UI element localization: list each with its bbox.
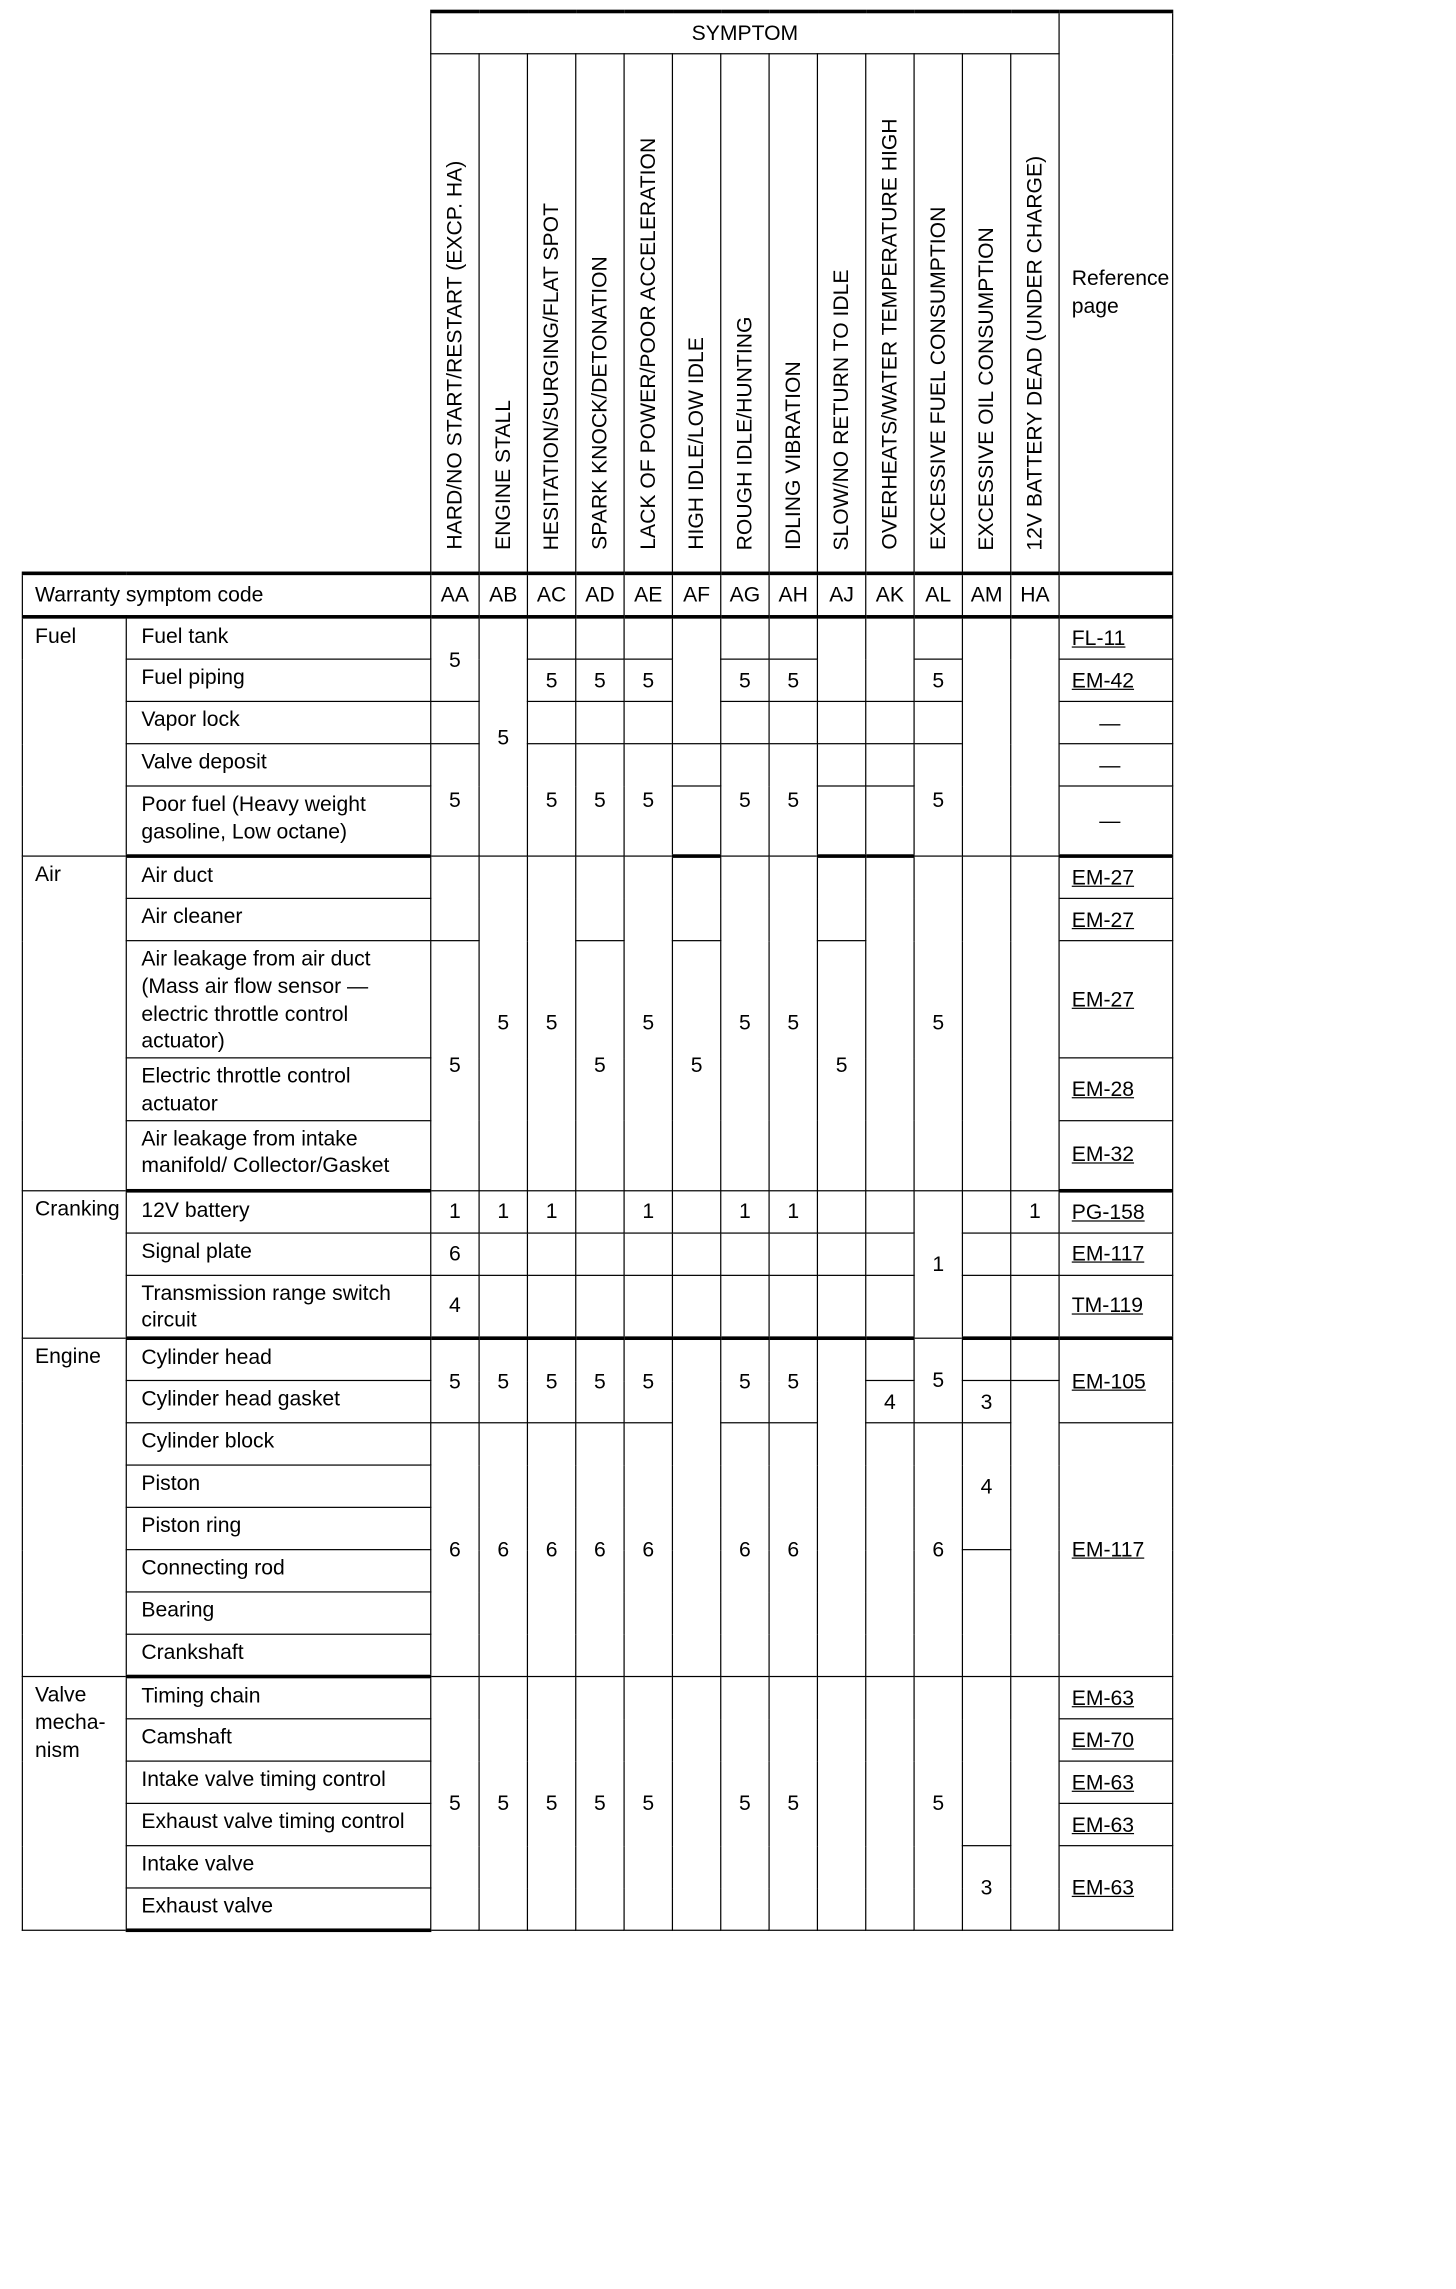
reference-blank bbox=[1059, 573, 1173, 616]
item-fuel-piping: Fuel piping bbox=[126, 659, 430, 701]
value-cell: 5 bbox=[527, 659, 575, 701]
symptom-col-6: HIGH IDLE/LOW IDLE bbox=[672, 54, 720, 574]
ref-link[interactable]: EM-63 bbox=[1059, 1803, 1173, 1845]
value-cell: 5 bbox=[721, 659, 769, 701]
ref-link[interactable]: FL-11 bbox=[1059, 617, 1173, 659]
ref-link[interactable]: EM-63 bbox=[1059, 1677, 1173, 1719]
symptom-col-7: ROUGH IDLE/HUNTING bbox=[721, 54, 769, 574]
ref-link[interactable]: TM-119 bbox=[1059, 1275, 1173, 1338]
ref-link[interactable]: EM-117 bbox=[1059, 1232, 1173, 1274]
code-cell: AL bbox=[914, 573, 962, 616]
code-cell: HA bbox=[1011, 573, 1059, 616]
item-poor-fuel: Poor fuel (Heavy weight gasoline, Low octane) bbox=[126, 786, 430, 856]
item-piston: Piston bbox=[126, 1465, 430, 1507]
ref-link[interactable]: EM-42 bbox=[1059, 659, 1173, 701]
value-cell: 5 bbox=[624, 1677, 672, 1931]
value-cell: 1 bbox=[1011, 1190, 1059, 1232]
value-cell: 5 bbox=[624, 1338, 672, 1423]
value-cell: 5 bbox=[527, 1338, 575, 1423]
value-cell: 5 bbox=[914, 744, 962, 856]
symptom-col-8: IDLING VIBRATION bbox=[769, 54, 817, 574]
code-cell: AG bbox=[721, 573, 769, 616]
item-intake-valve: Intake valve bbox=[126, 1846, 430, 1888]
value-cell: 6 bbox=[624, 1423, 672, 1677]
symptom-col-4: SPARK KNOCK/DETONATION bbox=[576, 54, 624, 574]
symptom-col-11: EXCESSIVE FUEL CONSUMPTION bbox=[914, 54, 962, 574]
item-signal-plate: Signal plate bbox=[126, 1232, 430, 1274]
code-cell: AE bbox=[624, 573, 672, 616]
ref-dash: — bbox=[1059, 701, 1173, 743]
item-etc-actuator: Electric throttle control actuator bbox=[126, 1058, 430, 1120]
code-cell: AD bbox=[576, 573, 624, 616]
reference-page-header: Reference page bbox=[1059, 11, 1173, 573]
ref-link[interactable]: EM-70 bbox=[1059, 1719, 1173, 1761]
symptom-col-2: ENGINE STALL bbox=[479, 54, 527, 574]
value-cell: 5 bbox=[914, 1677, 962, 1931]
item-intake-valve-timing-control: Intake valve timing control bbox=[126, 1761, 430, 1803]
value-cell: 5 bbox=[721, 1677, 769, 1931]
ref-link[interactable]: EM-27 bbox=[1059, 898, 1173, 940]
item-cylinder-block: Cylinder block bbox=[126, 1423, 430, 1465]
value-cell: 6 bbox=[479, 1423, 527, 1677]
item-fuel-tank: Fuel tank bbox=[126, 617, 430, 659]
value-cell: 6 bbox=[769, 1423, 817, 1677]
ref-link[interactable]: EM-117 bbox=[1059, 1423, 1173, 1677]
item-crankshaft: Crankshaft bbox=[126, 1634, 430, 1676]
category-valve-mechanism: Valve mecha- nism bbox=[22, 1677, 126, 1931]
item-connecting-rod: Connecting rod bbox=[126, 1550, 430, 1592]
item-cylinder-head: Cylinder head bbox=[126, 1338, 430, 1380]
symptom-matrix-table bbox=[22, 10, 1174, 1932]
value-cell: 5 bbox=[479, 617, 527, 856]
value-cell: 5 bbox=[431, 1677, 479, 1931]
code-cell: AB bbox=[479, 573, 527, 616]
value-cell: 4 bbox=[866, 1380, 914, 1422]
code-cell: AJ bbox=[817, 573, 865, 616]
item-trs-circuit: Transmission range switch circuit bbox=[126, 1275, 430, 1338]
symptom-col-9: SLOW/NO RETURN TO IDLE bbox=[817, 54, 865, 574]
ref-link[interactable]: EM-63 bbox=[1059, 1846, 1173, 1931]
symptom-col-3: HESITATION/SURGING/FLAT SPOT bbox=[527, 54, 575, 574]
item-piston-ring: Piston ring bbox=[126, 1507, 430, 1549]
value-cell: 5 bbox=[576, 1338, 624, 1423]
warranty-code-label: Warranty symptom code bbox=[22, 573, 430, 616]
code-cell: AK bbox=[866, 573, 914, 616]
item-timing-chain: Timing chain bbox=[126, 1677, 430, 1719]
value-cell: 4 bbox=[962, 1423, 1010, 1550]
value-cell: 6 bbox=[431, 1423, 479, 1677]
ref-link[interactable]: PG-158 bbox=[1059, 1190, 1173, 1232]
value-cell: 5 bbox=[721, 856, 769, 1190]
value-cell: 5 bbox=[576, 744, 624, 856]
value-cell: 5 bbox=[769, 1677, 817, 1931]
item-camshaft: Camshaft bbox=[126, 1719, 430, 1761]
value-cell: 5 bbox=[527, 744, 575, 856]
item-bearing: Bearing bbox=[126, 1592, 430, 1634]
header-blank bbox=[22, 11, 430, 573]
value-cell: 5 bbox=[914, 856, 962, 1190]
value-cell: 5 bbox=[479, 856, 527, 1190]
value-cell: 5 bbox=[769, 856, 817, 1190]
value-cell: 5 bbox=[817, 941, 865, 1191]
value-cell: 5 bbox=[576, 941, 624, 1191]
value-cell: 5 bbox=[479, 1677, 527, 1931]
code-cell: AH bbox=[769, 573, 817, 616]
value-cell: 5 bbox=[721, 744, 769, 856]
item-air-leakage-duct: Air leakage from air duct (Mass air flow sensor — electric throttle control actuator) bbox=[126, 941, 430, 1058]
ref-dash: — bbox=[1059, 786, 1173, 856]
value-cell: 5 bbox=[576, 659, 624, 701]
value-cell: 1 bbox=[527, 1190, 575, 1232]
item-exhaust-valve: Exhaust valve bbox=[126, 1888, 430, 1930]
value-cell: 1 bbox=[479, 1190, 527, 1232]
symptom-col-5: LACK OF POWER/POOR ACCELERATION bbox=[624, 54, 672, 574]
value-cell: 5 bbox=[914, 1338, 962, 1423]
value-cell: 5 bbox=[624, 744, 672, 856]
category-air: Air bbox=[22, 856, 126, 1190]
ref-link[interactable]: EM-32 bbox=[1059, 1120, 1173, 1190]
value-cell: 6 bbox=[527, 1423, 575, 1677]
value-cell: 6 bbox=[576, 1423, 624, 1677]
value-cell: 5 bbox=[769, 744, 817, 856]
code-cell: AA bbox=[431, 573, 479, 616]
symptom-col-13: 12V BATTERY DEAD (UNDER CHARGE) bbox=[1011, 54, 1059, 574]
value-cell: 3 bbox=[962, 1380, 1010, 1422]
value-cell: 1 bbox=[721, 1190, 769, 1232]
symptom-col-12: EXCESSIVE OIL CONSUMPTION bbox=[962, 54, 1010, 574]
value-cell: 1 bbox=[914, 1190, 962, 1338]
item-vapor-lock: Vapor lock bbox=[126, 701, 430, 743]
category-cranking: Cranking bbox=[22, 1190, 126, 1338]
ref-dash: — bbox=[1059, 744, 1173, 786]
value-cell: 5 bbox=[527, 856, 575, 1190]
value-cell: 5 bbox=[769, 1338, 817, 1423]
ref-link[interactable]: EM-27 bbox=[1059, 856, 1173, 898]
value-cell: 6 bbox=[914, 1423, 962, 1677]
category-fuel: Fuel bbox=[22, 617, 126, 856]
item-valve-deposit: Valve deposit bbox=[126, 744, 430, 786]
value-cell: 5 bbox=[431, 941, 479, 1191]
item-air-leakage-manifold: Air leakage from intake manifold/ Collector/Gasket bbox=[126, 1120, 430, 1190]
code-cell: AM bbox=[962, 573, 1010, 616]
value-cell: 5 bbox=[479, 1338, 527, 1423]
value-cell: 5 bbox=[672, 941, 720, 1191]
value-cell: 5 bbox=[431, 744, 479, 856]
item-air-cleaner: Air cleaner bbox=[126, 898, 430, 940]
value-cell: 5 bbox=[576, 1677, 624, 1931]
item-exhaust-valve-timing-control: Exhaust valve timing control bbox=[126, 1803, 430, 1845]
value-cell: 5 bbox=[624, 659, 672, 701]
ref-link[interactable]: EM-27 bbox=[1059, 941, 1173, 1058]
value-cell: 4 bbox=[431, 1275, 479, 1338]
value-cell: 3 bbox=[962, 1846, 1010, 1931]
value-cell: 5 bbox=[721, 1338, 769, 1423]
value-cell: 5 bbox=[527, 1677, 575, 1931]
code-cell: AC bbox=[527, 573, 575, 616]
value-cell: 5 bbox=[624, 856, 672, 1190]
value-cell: 6 bbox=[721, 1423, 769, 1677]
ref-link[interactable]: EM-105 bbox=[1059, 1338, 1173, 1423]
value-cell: 5 bbox=[914, 659, 962, 701]
symptom-header: SYMPTOM bbox=[431, 11, 1059, 53]
value-cell: 1 bbox=[624, 1190, 672, 1232]
symptom-col-1: HARD/NO START/RESTART (EXCP. HA) bbox=[431, 54, 479, 574]
value-cell: 5 bbox=[769, 659, 817, 701]
item-cylinder-head-gasket: Cylinder head gasket bbox=[126, 1380, 430, 1422]
category-engine: Engine bbox=[22, 1338, 126, 1676]
ref-link[interactable]: EM-63 bbox=[1059, 1761, 1173, 1803]
item-12v-battery: 12V battery bbox=[126, 1190, 430, 1232]
value-cell: 1 bbox=[769, 1190, 817, 1232]
value-cell: 5 bbox=[431, 1338, 479, 1423]
symptom-col-10: OVERHEATS/WATER TEMPERATURE HIGH bbox=[866, 54, 914, 574]
value-cell: 1 bbox=[431, 1190, 479, 1232]
ref-link[interactable]: EM-28 bbox=[1059, 1058, 1173, 1120]
value-cell: 5 bbox=[431, 617, 479, 702]
item-air-duct: Air duct bbox=[126, 856, 430, 898]
value-cell: 6 bbox=[431, 1232, 479, 1274]
code-cell: AF bbox=[672, 573, 720, 616]
